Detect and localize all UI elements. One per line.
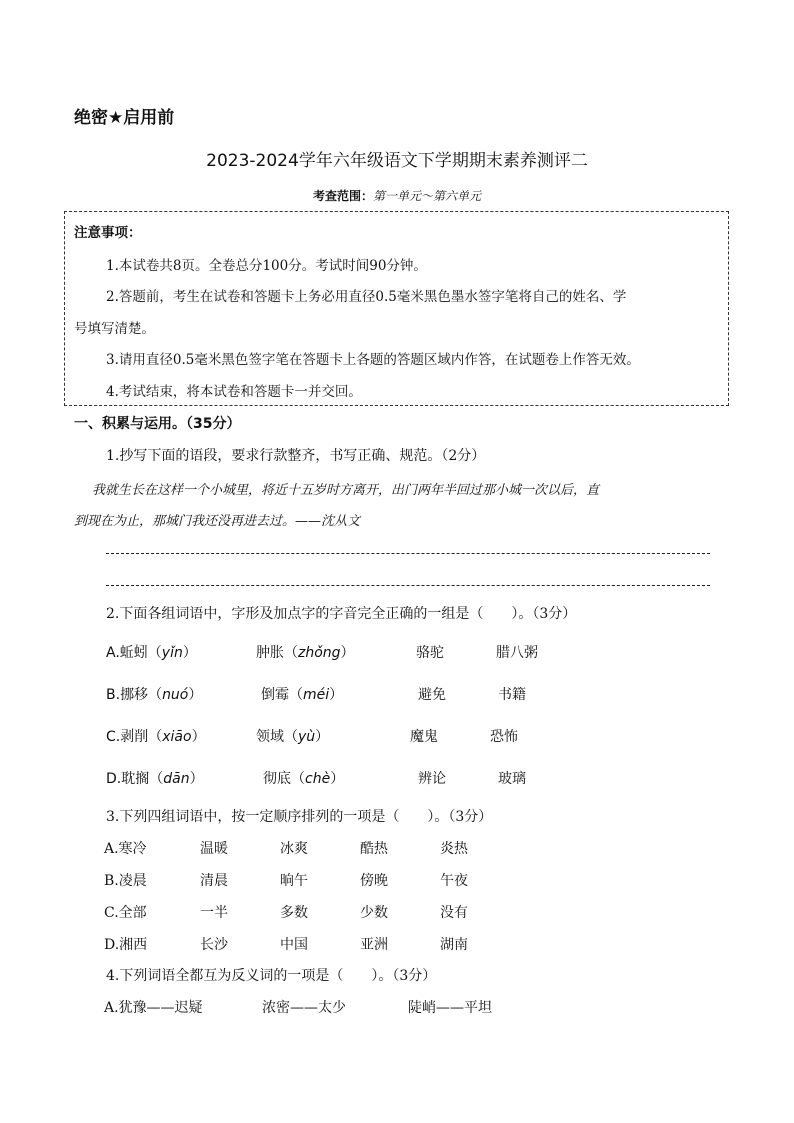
pinyin: zhǒng: [298, 645, 341, 661]
q3-d-2: 长沙: [200, 937, 228, 953]
q3-b-4: 傍晚: [360, 873, 388, 889]
question-1-stem: 1.抄写下面的语段，要求行款整齐，书写正确、规范。（2分）: [106, 448, 486, 464]
q3-b-1: B.凌晨: [104, 873, 147, 889]
q3-d-3: 中国: [280, 937, 308, 953]
notice-item-2-cont: 号填写清楚。: [74, 321, 155, 337]
q2-option-d-word2: 彻底（chè）: [263, 771, 345, 787]
q2-option-a-label: A.蚯蚓（yǐn）: [106, 645, 197, 661]
question-3-stem: 3.下列四组词语中，按一定顺序排列的一项是（ ）。（3分）: [106, 809, 493, 825]
notice-item-2: 2.答题前，考生在试卷和答题卡上务必用直径0.5毫米黑色墨水签字笔将自己的姓名、学: [106, 289, 627, 305]
pinyin: yù: [298, 729, 316, 745]
q3-a-2: 温暖: [200, 841, 228, 857]
q2-option-d-label: D.耽搁（dān）: [106, 771, 204, 787]
q3-c-2: 一半: [200, 905, 228, 921]
passage-line-2: 到现在为止，那城门我还没再进去过。——沈从文: [74, 514, 361, 529]
q4-a-1: A.犹豫——迟疑: [104, 1000, 203, 1016]
pinyin: yǐn: [161, 645, 183, 661]
notice-box: [64, 211, 729, 406]
q2-option-c-label: C.剥削（xiāo）: [106, 729, 206, 745]
section-heading: 一、积累与运用。（35分）: [74, 416, 241, 432]
q2-option-a-word2: 肿胀（zhǒng）: [256, 645, 355, 661]
q2-option-d-word3: 辨论: [418, 771, 446, 787]
pinyin: nuó: [162, 687, 189, 703]
q4-a-2: 浓密——太少: [262, 1000, 346, 1016]
q2-option-b-word2: 倒霉（méi）: [261, 687, 344, 703]
scope-value: 第一单元～第六单元: [373, 189, 482, 203]
confidential-label: 绝密★启用前: [74, 108, 175, 128]
q3-c-5: 没有: [440, 905, 468, 921]
q2-option-d-word4: 玻璃: [498, 771, 526, 787]
q2-option-c-word4: 恐怖: [490, 729, 518, 745]
q4-a-3: 陡峭——平坦: [408, 1000, 492, 1016]
q3-b-3: 晌午: [280, 873, 308, 889]
writing-line-1[interactable]: [106, 553, 710, 554]
scope-label: 考查范围：: [312, 189, 373, 203]
q3-c-1: C.全部: [104, 905, 147, 921]
q3-d-1: D.湘西: [104, 937, 148, 953]
q2-option-b-word4: 书籍: [498, 687, 526, 703]
pinyin: méi: [303, 687, 330, 703]
q3-a-3: 冰爽: [280, 841, 308, 857]
notice-item-4: 4.考试结束，将本试卷和答题卡一并交回。: [106, 384, 362, 400]
q2-option-c-word2: 领域（yù）: [256, 729, 330, 745]
q3-b-5: 午夜: [440, 873, 468, 889]
q2-option-c-word3: 魔鬼: [410, 729, 438, 745]
q3-d-5: 湖南: [440, 937, 468, 953]
exam-scope: [0, 187, 794, 204]
q2-option-a-word3: 骆驼: [416, 645, 444, 661]
pinyin: xiāo: [162, 729, 192, 745]
exam-title: 2023-2024学年六年级语文下学期期末素养测评二: [206, 151, 588, 171]
q2-option-b-label: B.挪移（nuó）: [106, 687, 203, 703]
notice-item-1: 1.本试卷共8页。全卷总分100分。考试时间90分钟。: [106, 258, 427, 274]
q3-b-2: 清晨: [200, 873, 228, 889]
writing-line-2[interactable]: [106, 585, 710, 586]
pinyin: chè: [305, 771, 331, 787]
q2-option-a-word4: 腊八粥: [496, 645, 538, 661]
q2-option-b-word3: 避免: [418, 687, 446, 703]
q3-a-4: 酷热: [360, 841, 388, 857]
question-4-stem: 4.下列词语全都互为反义词的一项是（ ）。（3分）: [106, 968, 437, 984]
q3-d-4: 亚洲: [360, 937, 388, 953]
notice-item-3: 3.请用直径0.5毫米黑色签字笔在答题卡上各题的答题区域内作答，在试题卷上作答无效。: [106, 352, 640, 368]
q3-c-4: 少数: [360, 905, 388, 921]
q3-a-1: A.寒冷: [104, 841, 147, 857]
passage-line-1: 我就生长在这样一个小城里，将近十五岁时方离开，出门两年半回过那小城一次以后，直: [92, 483, 600, 498]
question-2-stem: 2.下面各组词语中，字形及加点字的字音完全正确的一组是（ ）。（3分）: [106, 606, 577, 622]
notice-title: 注意事项：: [74, 225, 142, 241]
pinyin: dān: [163, 771, 190, 787]
q3-a-5: 炎热: [440, 841, 468, 857]
q3-c-3: 多数: [280, 905, 308, 921]
